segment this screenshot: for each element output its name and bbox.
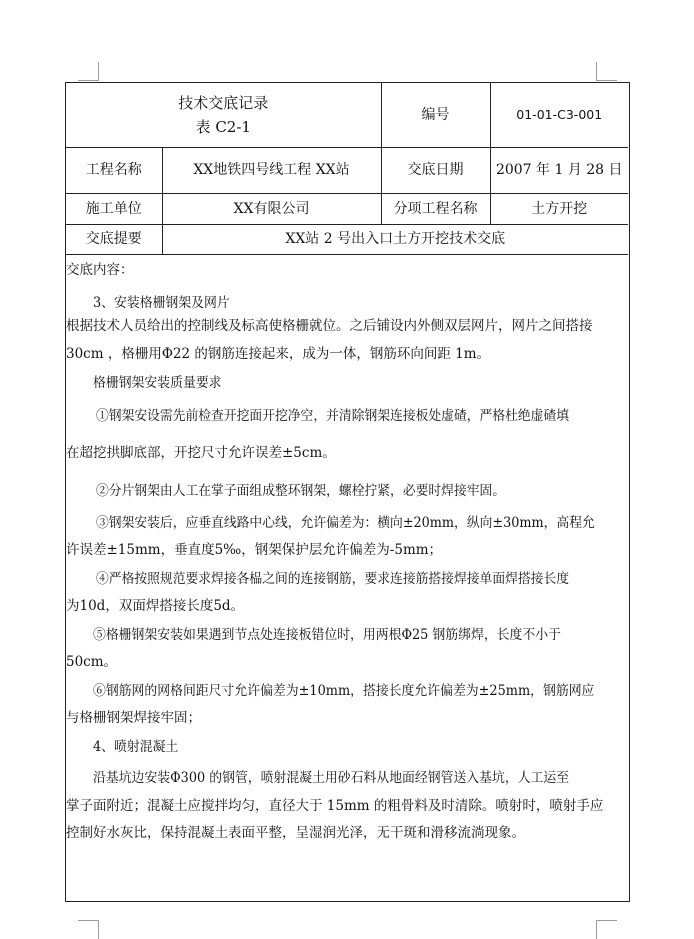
subsection-heading: 格栅钢架安装质量要求: [93, 375, 222, 391]
construction-unit-label: 施工单位: [66, 193, 162, 224]
construction-unit-value: XX有限公司: [162, 193, 381, 224]
project-name-value: XX地铁四号线工程 XX站: [162, 147, 381, 193]
section-heading: 3、安装格栅钢架及网片: [93, 295, 230, 311]
content-line: 与格栅钢架焊接牢固；: [66, 710, 201, 726]
content-line: 许误差±15mm，垂直度5‰，钢架保护层允许偏差为-5mm；: [66, 542, 443, 558]
crop-mark-top-left: [78, 62, 99, 81]
header-table: [66, 83, 628, 255]
content-line: 根据技术人员给出的控制线及标高使格栅就位。之后铺设内外侧双层网片，网片之间搭接: [66, 318, 593, 334]
content-line: ①钢架安设需先前检查开挖面开挖净空，并清除钢架连接板处虚碴，严格杜绝虚碴填: [96, 408, 570, 424]
content-line: ⑥钢筋网的网格间距尺寸允许偏差为±10mm，搭接长度允许偏差为±25mm，钢筋网应: [93, 683, 595, 699]
content-line: ④严格按照规范要求焊接各榀之间的连接钢筋，要求连接筋搭接焊接单面焊搭接长度: [96, 571, 570, 587]
form-title-line1: 技术交底记录: [178, 93, 269, 112]
form-title-line2: 表 C2-1: [195, 117, 251, 136]
content-line: ③钢架安装后，应垂直线路中心线，允许偏差为：横向±20mm，纵向±30mm，高程允: [96, 515, 595, 531]
content-line: ⑤格栅钢架安装如果遇到节点处连接板错位时，用两根Φ25 钢筋绑焊，长度不小于: [93, 627, 561, 643]
content-line: 沿基坑边安装Φ300 的钢管，喷射混凝土用砂石料从地面经钢管送入基坑，人工运至: [93, 770, 570, 786]
content-line: ②分片钢架由人工在掌子面组成整环钢架，螺栓拧紧，必要时焊接牢固。: [96, 483, 506, 499]
content-line: 掌子面附近；混凝土应搅拌均匀，直径大于 15mm 的粗骨料及时清除。喷射时，喷射手应: [66, 798, 604, 814]
content-line: 30cm ，格栅用Φ22 的钢筋连接起来，成为一体，钢筋环向间距 1m。: [66, 346, 491, 362]
form-title: [66, 83, 381, 147]
briefing-date-value: 2007 年 1 月 28 日: [490, 147, 628, 193]
content-line: 在超挖拱脚底部，开挖尺寸允许误差±5cm。: [66, 445, 336, 461]
summary-label: 交底提要: [66, 224, 162, 254]
crop-mark-bottom-right: [596, 920, 617, 939]
section-heading: 4、喷射混凝土: [93, 739, 179, 755]
content-line: 50cm。: [66, 654, 118, 670]
number-value: 01-01-C3-001: [490, 83, 628, 147]
summary-value: XX站 2 号出入口土方开挖技术交底: [162, 224, 628, 254]
sub-item-value: 土方开挖: [490, 193, 628, 224]
number-label: 编号: [381, 83, 490, 147]
sub-item-label: 分项工程名称: [381, 193, 490, 224]
crop-mark-top-right: [596, 62, 617, 81]
content-line: 为10d，双面焊搭接长度5d。: [66, 598, 245, 614]
content-label: 交底内容：: [66, 262, 134, 278]
briefing-date-label: 交底日期: [381, 147, 490, 193]
project-name-label: 工程名称: [66, 147, 162, 193]
content-line: 控制好水灰比，保持混凝土表面平整，呈湿润光泽，无干斑和滑移流淌现象。: [66, 825, 525, 841]
crop-mark-bottom-left: [78, 920, 99, 939]
technical-briefing-form: [65, 82, 630, 902]
